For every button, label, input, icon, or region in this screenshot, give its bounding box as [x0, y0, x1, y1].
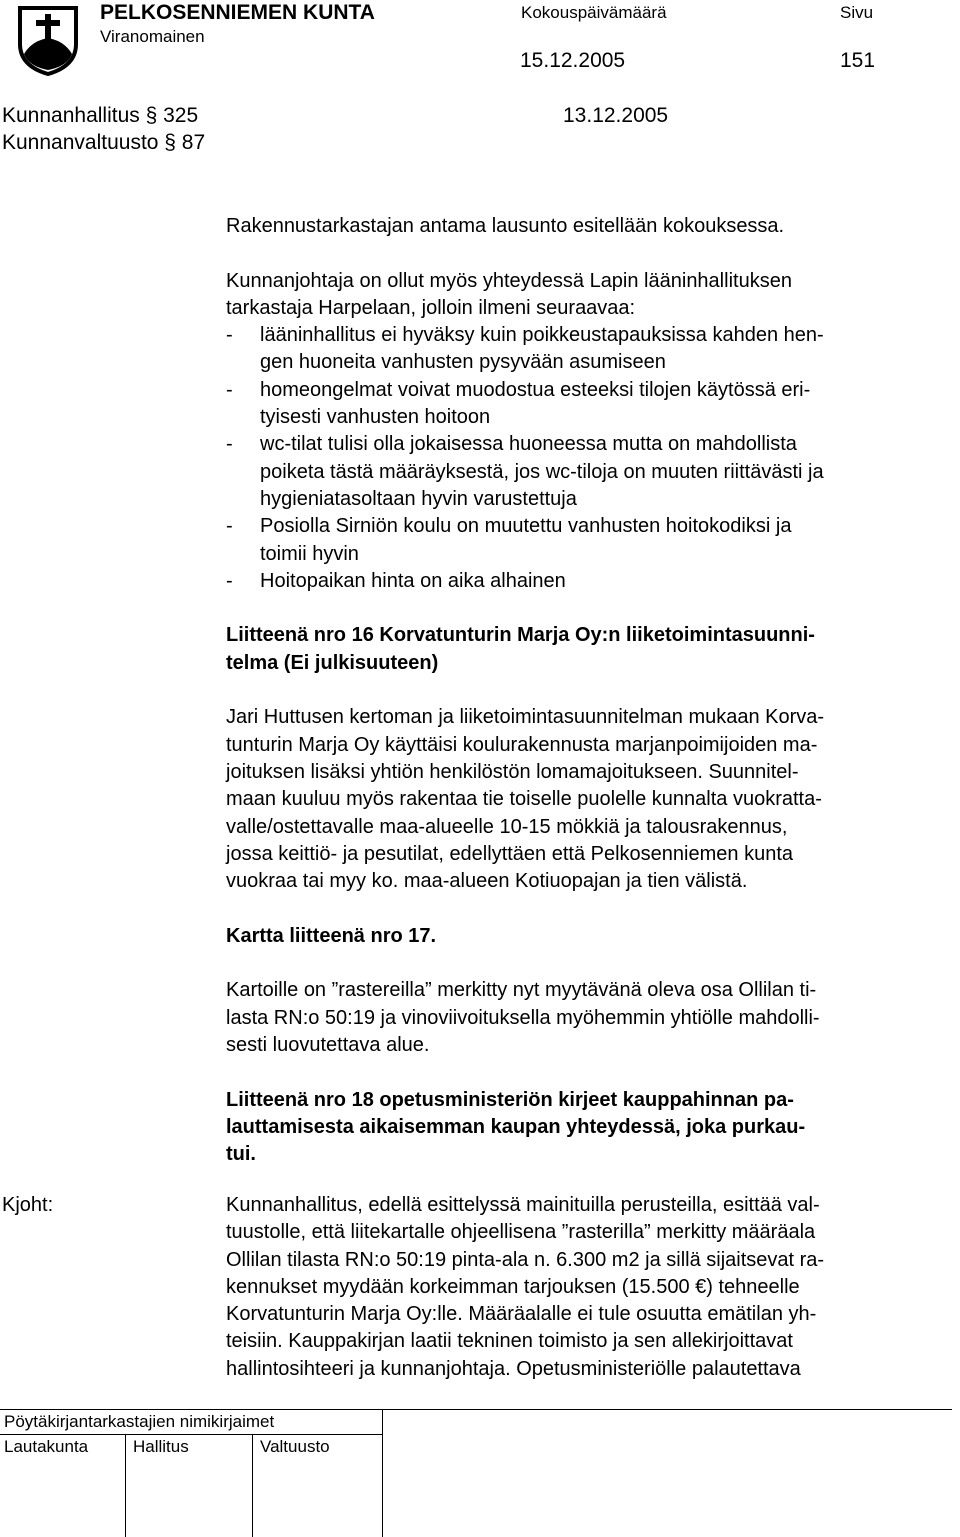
- document-body: [226, 213, 946, 1168]
- document-type: Viranomainen: [100, 27, 205, 46]
- attachment-16-heading: Liitteenä nro 16 Korvatunturin Marja Oy:n liiketoimintasuunni- telma (Ei julkisuuteen): [226, 624, 815, 674]
- attachment-18-heading: Liitteenä nro 18 opetusministeriön kirjeet kauppahinnan pa- lauttamisesta aikaisemman kaupan yhteydessä, joka purkau- tui.: [226, 1088, 806, 1166]
- footer-cell-valtuusto: Valtuusto: [260, 1437, 330, 1456]
- board-section-ref: Kunnanhallitus § 325: [2, 104, 199, 127]
- list-item: - Hoitopaikan hinta on aika alhainen: [226, 569, 566, 592]
- paragraph-statement: Rakennustarkastajan antama lausunto esitellään kokouksessa.: [226, 215, 785, 237]
- paragraph-intro-line: Kunnanjohtaja on ollut myös yhteydessä Lapin lääninhallituksen: [226, 269, 792, 292]
- municipal-coat-of-arms-icon: [16, 4, 80, 76]
- paragraph-business-plan: Jari Huttusen kertoman ja liiketoimintasuunnitelman mukaan Korva- tunturin Marja Oy käyttäisi koulurakennusta marjanpoimijoiden ma- joituksen lisäksi yhtiön henkilöstön lomamajoitukseen. Suunnitel- maan kuuluu myös rakentaa tie toiselle puolelle kunnalta vuokratta- valle/ostettavalle maa-alueelle 10-15 mökkiä ja talousrakennus, jossa keittiö- ja pesutilat, edellyttäen että Pelkosenniemen kunta vuokraa tai myy ko. maa-alueen Kotiuopajan ja tien välistä.: [226, 706, 825, 893]
- proposal-label: Kjoht:: [2, 1194, 54, 1216]
- footer-cell-hallitus: Hallitus: [133, 1437, 189, 1456]
- footer-top-rule: [0, 1409, 952, 1410]
- page-number: 151: [840, 49, 876, 72]
- list-item: - homeongelmat voivat muodostua esteeksi tilojen käytössä eri- tyisesti vanhusten hoitoon: [226, 378, 811, 429]
- footer-title: Pöytäkirjantarkastajien nimikirjaimet: [4, 1412, 275, 1431]
- list-item: - lääninhallitus ei hyväksy kuin poikkeustapauksissa kahden hen- gen huoneita vanhusten pysyvään asumiseen: [226, 324, 824, 374]
- council-section-ref: Kunnanvaltuusto § 87: [2, 131, 206, 154]
- footer-divider: [125, 1434, 126, 1537]
- footer-cell-lautakunta: Lautakunta: [4, 1437, 89, 1456]
- board-meeting-date: 13.12.2005: [563, 104, 669, 127]
- paragraph-map: Kartoille on ”rastereilla” merkitty nyt myytävänä oleva osa Ollilan ti- lasta RN:o 50:19 ja vinoviivoituksella myöhemmin yhtiölle mahdolli- sesti luovutettava alue.: [226, 979, 820, 1056]
- meeting-date-label: Kokouspäivämäärä: [521, 3, 667, 22]
- page-label: Sivu: [840, 3, 874, 22]
- list-item: - wc-tilat tulisi olla jokaisessa huoneessa mutta on mahdollista poiketa tästä määräyksestä, jos wc-tiloja on muuten riittävästi ja hygieniatasoltaan hyvin varustettuja: [226, 433, 824, 510]
- footer-divider: [252, 1434, 253, 1537]
- meeting-date: 15.12.2005: [520, 49, 626, 72]
- paragraph-intro-line: tarkastaja Harpelaan, jolloin ilmeni seuraavaa:: [226, 296, 636, 319]
- attachment-17-heading: Kartta liitteenä nro 17.: [226, 924, 437, 947]
- footer-header-rule: [0, 1434, 382, 1435]
- list-item: - Posiolla Sirniön koulu on muutettu vanhusten hoitokodiksi ja toimii hyvin: [226, 515, 792, 565]
- proposal-text: Kunnanhallitus, edellä esittelyssä mainituilla perusteilla, esittää val- tuustolle, että liitekartalle ohjeellisena ”rasterilla” merkitty määräala Ollilan tilasta RN:o 50:19 pinta-ala n. 6.300 m2 ja sillä sijaitsevat ra- kennukset myydään korkeimman tarjouksen (15.500 €) tehneelle Korvatunturin Marja Oy:lle. Määräalalle ei tule osuutta emätilan yh- teisiin. Kauppakirjan laatii tekninen toimisto ja sen allekirjoittavat hallintosihteeri ja kunnanjohtaja. Opetusministeriölle palautettava: [226, 1194, 825, 1380]
- footer-divider: [382, 1409, 383, 1537]
- organization-name: PELKOSENNIEMEN KUNTA: [100, 1, 375, 24]
